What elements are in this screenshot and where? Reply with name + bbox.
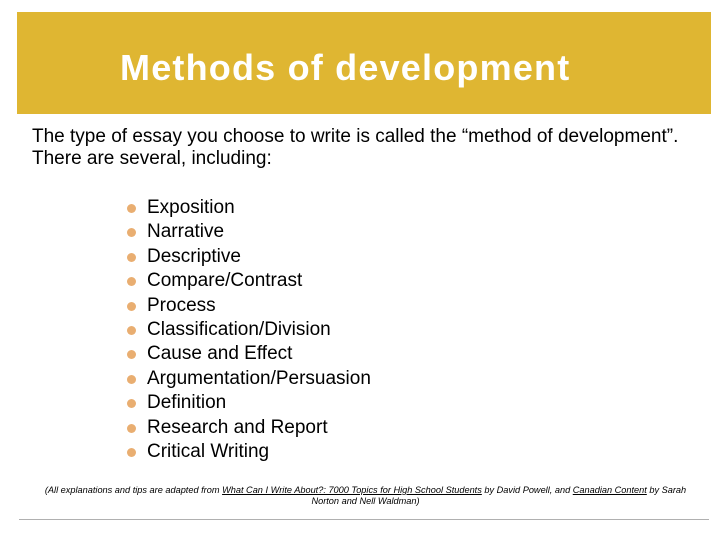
list-item [127,440,371,464]
round-bullet-icon [127,204,136,213]
method-label: Research and Report [147,416,328,438]
list-item [127,245,371,269]
method-label: Exposition [147,197,235,218]
list-item [127,196,371,220]
method-label: Process [147,294,216,316]
list-item [127,416,371,440]
round-bullet-icon [127,424,136,433]
round-bullet-icon [127,399,136,408]
method-label: Compare/Contrast [147,270,303,292]
round-bullet-icon [127,277,136,286]
method-label: Descriptive [147,245,241,267]
credits-prefix: (All explanations and tips are adapted from [44,485,223,495]
slide-title: Methods of development [120,47,571,88]
method-label: Narrative [147,221,225,243]
method-label: Classification/Division [147,318,331,340]
list-item [127,269,371,293]
round-bullet-icon [127,253,136,262]
round-bullet-icon [127,375,136,384]
list-item [127,391,371,415]
credits-note [38,485,693,507]
book-title-link[interactable]: Canadian Content [572,485,647,495]
credits-suffix: by Sarah Norton and Nell Waldman) [311,485,687,506]
intro-text: The type of essay you choose to write is called the “method of development”. There are several, including: [32,126,679,169]
list-item [127,342,371,366]
footer-divider [19,519,709,520]
method-label: Argumentation/Persuasion [147,367,371,389]
method-label: Cause and Effect [147,343,293,365]
method-label: Definition [147,392,227,414]
round-bullet-icon [127,448,136,457]
round-bullet-icon [127,228,136,237]
round-bullet-icon [127,350,136,359]
round-bullet-icon [127,326,136,335]
book-title-link[interactable]: What Can I Write About?: 7000 Topics for High School Students [222,485,482,495]
list-item [127,220,371,244]
methods-list [127,196,371,464]
list-item [127,318,371,342]
list-item [127,367,371,391]
round-bullet-icon [127,302,136,311]
credits-mid: by David Powell, and [481,485,573,495]
list-item [127,294,371,318]
method-label: Critical Writing [147,440,270,462]
